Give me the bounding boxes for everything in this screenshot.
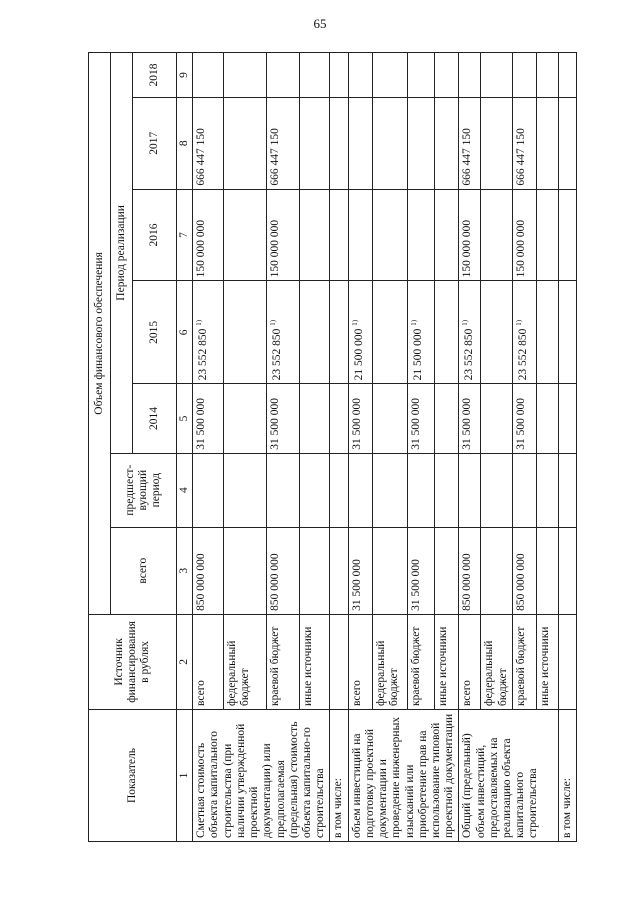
empty-cell (558, 453, 576, 527)
empty-cell (330, 453, 348, 527)
value-text: 31 500 000 (268, 397, 281, 450)
value-cell (512, 453, 536, 527)
value-cell (193, 281, 223, 384)
value-cell (408, 97, 435, 189)
value-cell (536, 53, 558, 98)
value-cell (512, 53, 536, 98)
empty-cell (558, 281, 576, 384)
value-text: 31 500 000 (514, 397, 527, 450)
footnote-mark: 1) (268, 319, 277, 326)
footnote-mark: 1) (461, 319, 470, 326)
value-cell (512, 527, 536, 614)
value-cell (348, 384, 373, 453)
label-row (330, 53, 348, 842)
value-cell (300, 453, 330, 527)
empty-cell (558, 527, 576, 614)
indicator-cell: объем инвестиций на подготовку проектной документации и проведение инженерных изысканий или приобретение прав на использование типовой проектной документации (348, 709, 459, 841)
value-cell (193, 527, 223, 614)
source-cell: всего (459, 614, 481, 709)
value-cell (408, 453, 435, 527)
value-cell (223, 53, 266, 98)
value-text: 31 500 000 (410, 397, 423, 450)
value-cell (434, 97, 459, 189)
column-number: 7 (177, 189, 193, 281)
column-number: 8 (177, 97, 193, 189)
value-cell (408, 384, 435, 453)
value-cell (300, 189, 330, 281)
value-cell (512, 384, 536, 453)
value-text: 666 447 150 (514, 128, 527, 186)
value-cell (481, 189, 512, 281)
header-year: 2018 (133, 53, 177, 98)
value-cell (459, 189, 481, 281)
value-cell (266, 53, 299, 98)
value-text: 23 552 850 (197, 328, 210, 381)
empty-cell (330, 53, 348, 98)
value-cell (193, 97, 223, 189)
empty-cell (330, 189, 348, 281)
value-cell (536, 281, 558, 384)
value-text: 666 447 150 (461, 128, 474, 186)
value-cell (481, 453, 512, 527)
value-cell (300, 527, 330, 614)
column-number: 6 (177, 281, 193, 384)
value-text: 31 500 000 (350, 559, 363, 611)
column-number: 2 (177, 614, 193, 709)
value-cell (348, 453, 373, 527)
value-text: 31 500 000 (195, 397, 208, 450)
value-cell (481, 281, 512, 384)
value-text: 150 000 000 (268, 219, 281, 278)
empty-cell (330, 384, 348, 453)
table-row (348, 53, 373, 842)
table-row (193, 53, 223, 842)
value-cell (373, 527, 408, 614)
value-cell (223, 384, 266, 453)
source-cell: федеральный бюджет (223, 614, 266, 709)
value-cell (266, 384, 299, 453)
header-year: 2016 (133, 189, 177, 281)
source-cell: федеральный бюджет (373, 614, 408, 709)
value-cell (481, 527, 512, 614)
label-cell: в том числе: (330, 709, 348, 841)
value-cell (481, 53, 512, 98)
value-cell (193, 53, 223, 98)
value-cell (223, 453, 266, 527)
value-cell (223, 281, 266, 384)
value-cell (223, 527, 266, 614)
value-cell (266, 281, 299, 384)
indicator-cell: Общий (предельный) объем инвестиций, предоставляемых на реализацию объекта капитального строительства (459, 709, 558, 841)
value-cell (408, 281, 435, 384)
value-cell (536, 527, 558, 614)
source-cell: иные источники (300, 614, 330, 709)
label-row (558, 53, 576, 842)
financing-table-wrapper (88, 52, 573, 842)
source-cell: федеральный бюджет (481, 614, 512, 709)
value-cell (193, 384, 223, 453)
label-cell: в том числе: (558, 709, 576, 841)
value-cell (434, 384, 459, 453)
value-cell (223, 189, 266, 281)
value-text: 23 552 850 (516, 328, 529, 381)
value-cell (536, 97, 558, 189)
value-text: 31 500 000 (461, 397, 474, 450)
empty-cell (558, 53, 576, 98)
header-total: всего (111, 527, 177, 614)
value-text: 150 000 000 (461, 219, 474, 278)
empty-cell (330, 527, 348, 614)
empty-cell (330, 281, 348, 384)
column-number: 5 (177, 384, 193, 453)
value-cell (459, 453, 481, 527)
value-cell (266, 527, 299, 614)
value-cell (300, 53, 330, 98)
empty-cell (558, 614, 576, 709)
value-text: 666 447 150 (195, 128, 208, 186)
value-cell (373, 53, 408, 98)
footnote-mark: 1) (350, 319, 359, 326)
header-preceding: предшест-вующий период (111, 453, 177, 527)
value-cell (373, 281, 408, 384)
value-text: 666 447 150 (268, 128, 281, 186)
value-cell (536, 453, 558, 527)
value-text: 150 000 000 (514, 219, 527, 278)
value-cell (373, 189, 408, 281)
value-text: 850 000 000 (195, 553, 208, 611)
value-cell (536, 189, 558, 281)
table-row (459, 53, 481, 842)
value-text: 150 000 000 (195, 219, 208, 278)
value-cell (193, 453, 223, 527)
footnote-mark: 1) (195, 319, 204, 326)
value-cell (459, 97, 481, 189)
value-cell (348, 281, 373, 384)
value-cell (193, 189, 223, 281)
header-source: Источник финансирования в рублях (89, 614, 177, 709)
value-cell (434, 527, 459, 614)
value-cell (512, 189, 536, 281)
value-cell (266, 189, 299, 281)
empty-cell (558, 189, 576, 281)
value-cell (536, 384, 558, 453)
column-number: 3 (177, 527, 193, 614)
value-text: 850 000 000 (514, 553, 527, 611)
value-cell (348, 53, 373, 98)
value-cell (266, 453, 299, 527)
value-cell (373, 453, 408, 527)
empty-cell (330, 97, 348, 189)
empty-cell (330, 614, 348, 709)
value-cell (373, 384, 408, 453)
source-cell: иные источники (434, 614, 459, 709)
value-cell (408, 189, 435, 281)
value-cell (481, 97, 512, 189)
value-cell (373, 97, 408, 189)
source-cell: всего (193, 614, 223, 709)
value-cell (434, 189, 459, 281)
value-cell (434, 53, 459, 98)
column-number: 9 (177, 53, 193, 98)
value-cell (223, 97, 266, 189)
column-number: 4 (177, 453, 193, 527)
value-cell (459, 53, 481, 98)
value-cell (266, 97, 299, 189)
source-cell: краевой бюджет (408, 614, 435, 709)
value-text: 850 000 000 (268, 553, 281, 611)
header-indicator: Показатель (89, 709, 177, 841)
value-cell (348, 527, 373, 614)
source-cell: краевой бюджет (512, 614, 536, 709)
value-text: 21 500 000 (352, 328, 365, 381)
footnote-mark: 1) (514, 319, 523, 326)
value-text: 23 552 850 (270, 328, 283, 381)
empty-cell (558, 97, 576, 189)
header-period: Период реализации (111, 53, 133, 454)
value-cell (459, 281, 481, 384)
value-text: 21 500 000 (411, 328, 424, 381)
value-text: 31 500 000 (410, 559, 423, 611)
header-year: 2017 (133, 97, 177, 189)
header-volume: Объем финансового обеспечения (89, 53, 111, 615)
source-cell: всего (348, 614, 373, 709)
value-cell (408, 53, 435, 98)
header-year: 2014 (133, 384, 177, 453)
value-cell (481, 384, 512, 453)
empty-cell (558, 384, 576, 453)
value-text: 23 552 850 (463, 328, 476, 381)
value-cell (348, 189, 373, 281)
value-cell (459, 384, 481, 453)
value-cell (300, 384, 330, 453)
financing-table (88, 52, 577, 842)
value-cell (512, 97, 536, 189)
value-cell (434, 453, 459, 527)
footnote-mark: 1) (410, 319, 419, 326)
value-cell (459, 527, 481, 614)
value-text: 31 500 000 (350, 397, 363, 450)
value-text: 850 000 000 (461, 553, 474, 611)
value-cell (512, 281, 536, 384)
value-cell (348, 97, 373, 189)
column-number: 1 (177, 709, 193, 841)
value-cell (408, 527, 435, 614)
header-year: 2015 (133, 281, 177, 384)
indicator-cell: Сметная стоимость объекта капитального строительства (при наличии утвержденной проектной документации) или предполагаемая (предельная) стоимость объекта капитально-го строительства (193, 709, 330, 841)
page-number: 65 (313, 16, 327, 31)
source-cell: краевой бюджет (266, 614, 299, 709)
source-cell: иные источники (536, 614, 558, 709)
value-cell (300, 281, 330, 384)
value-cell (434, 281, 459, 384)
value-cell (300, 97, 330, 189)
